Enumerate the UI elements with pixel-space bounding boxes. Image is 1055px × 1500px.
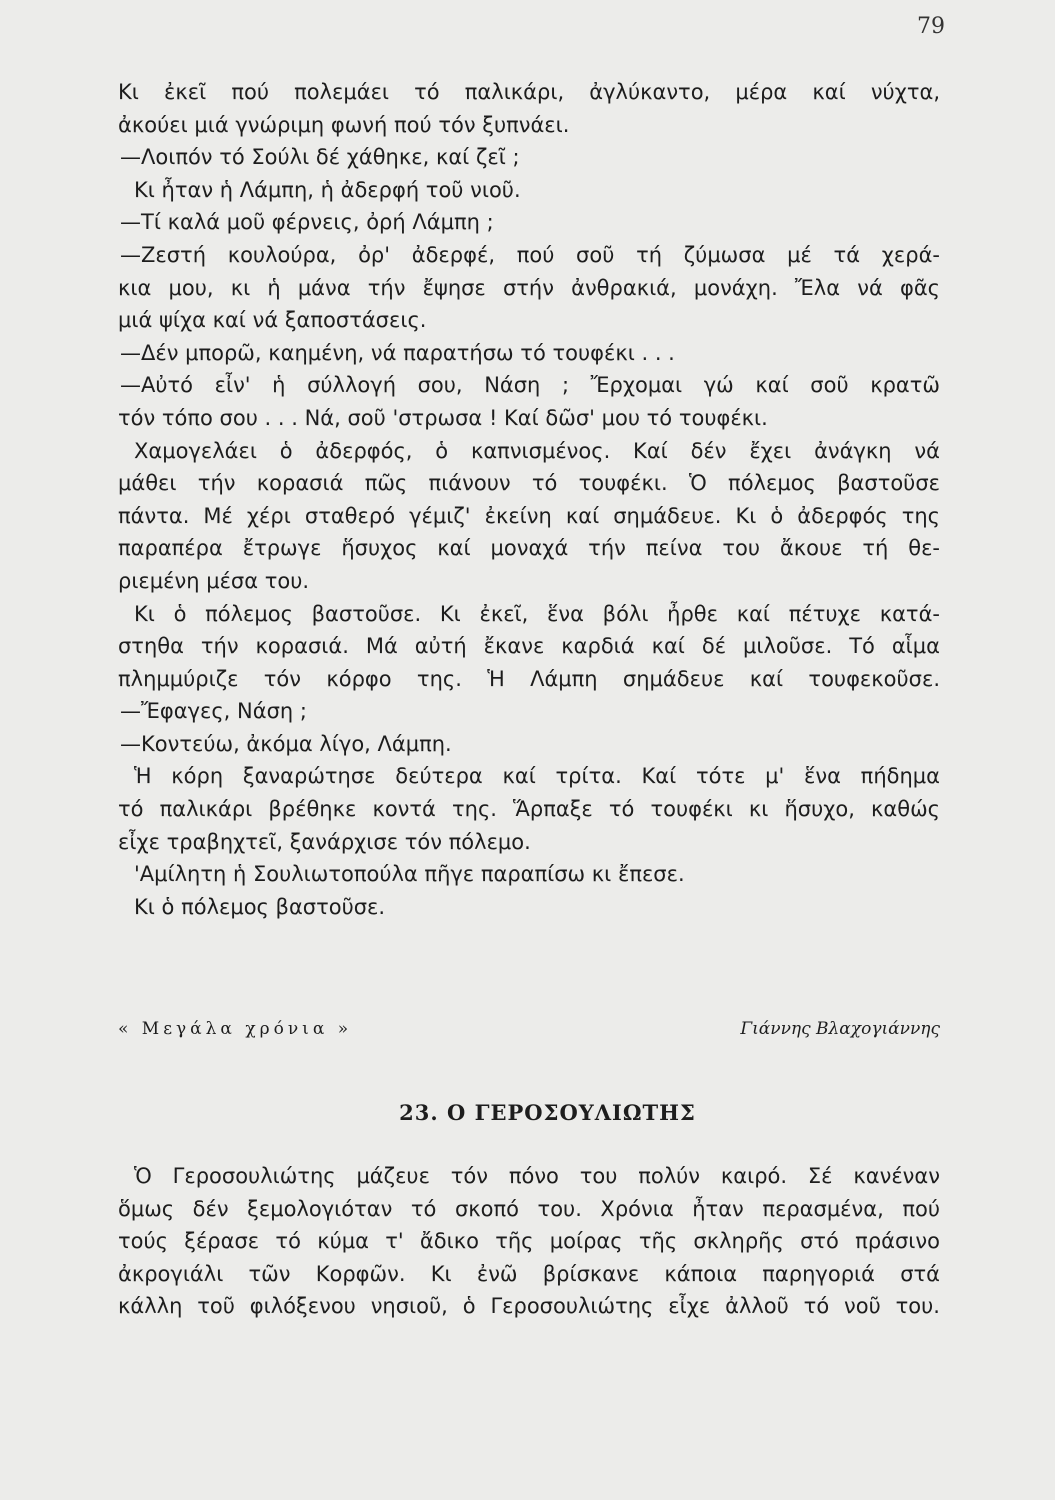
text-line: ριεμένη μέσα του. xyxy=(118,568,310,593)
text-line: ἀκρογιάλι τῶν Κορφῶν. Κι ἐνῶ βρίσκανε κάποια παρηγοριά στά xyxy=(118,1261,940,1286)
dialogue-line: —Τί καλά μοῦ φέρνεις, ὀρή Λάμπη ; xyxy=(120,210,494,235)
text-line: ἀκούει μιά γνώριμη φωνή πού τόν ξυπνάει. xyxy=(118,112,570,137)
dialogue-line: —Ζεστή κουλούρα, ὀρ' ἀδερφέ, πού σοῦ τή ζύμωσα μέ τά χερά- xyxy=(120,242,940,267)
dialogue-line: —Λοιπόν τό Σούλι δέ χάθηκε, καί ζεῖ ; xyxy=(120,145,520,170)
text-line: Χαμογελάει ὁ ἀδερφός, ὁ καπνισμένος. Καί δέν ἔχει ἀνάγκη νά xyxy=(134,438,940,463)
text-line: μιά ψίχα καί νά ξαποστάσεις. xyxy=(118,308,427,333)
story-text-part-1 xyxy=(118,76,940,923)
text-line: πλημμύριζε τόν κόρφο της. Ἡ Λάμπη σημάδευε καί τουφεκοῦσε. xyxy=(118,666,940,691)
text-line: τόν τόπο σου . . . Νά, σοῦ 'στρωσα ! Καί δῶσ' μου τό τουφέκι. xyxy=(118,405,768,430)
story-text-part-2 xyxy=(118,1160,940,1323)
section-heading: 23. Ο ΓΕΡΟΣΟΥΛΙΩΤΗΣ xyxy=(399,1100,696,1125)
text-line: εἶχε τραβηχτεῖ, ξανάρχισε τόν πόλεμο. xyxy=(118,829,531,854)
text-line: στηθα τήν κορασιά. Μά αὐτή ἔκανε καρδιά καί δέ μιλοῦσε. Τό αἷμα xyxy=(118,634,940,659)
text-line: Κι ὁ πόλεμος βαστοῦσε. Κι ἐκεῖ, ἕνα βόλι ἦρθε καί πέτυχε κατά- xyxy=(134,601,940,626)
dialogue-line: —Αὐτό εἶν' ἡ σύλλογή σου, Νάση ; Ἔρχομαι γώ καί σοῦ κρατῶ xyxy=(120,373,940,398)
text-line: κια μου, κι ἡ μάνα τήν ἔψησε στήν ἀνθρακιά, μονάχη. Ἔλα νά φᾶς xyxy=(118,275,940,300)
text-line: τό παλικάρι βρέθηκε κοντά της. Ἅρπαξε τό τουφέκι κι ἥσυχο, καθώς xyxy=(118,797,940,822)
source-author: Γιάννης Βλαχογιάννης xyxy=(740,1019,940,1039)
dialogue-line: —Ἔφαγες, Νάση ; xyxy=(120,699,307,724)
text-line: τούς ξέρασε τό κύμα τ' ἄδικο τῆς μοίρας τῆς σκληρῆς στό πράσινο xyxy=(118,1229,940,1254)
text-line: Ἡ κόρη ξαναρώτησε δεύτερα καί τρίτα. Καί τότε μ' ἕνα πήδημα xyxy=(134,764,940,789)
text-line: Κι ἐκεῖ πού πολεμάει τό παλικάρι, ἀγλύκαντο, μέρα καί νύχτα, xyxy=(118,80,940,104)
page-number: 79 xyxy=(917,14,945,39)
source-title: « Μεγάλα χρόνια » xyxy=(118,1019,353,1039)
source-attribution xyxy=(118,1012,940,1046)
text-line: Ὁ Γεροσουλιώτης μάζευε τόν πόνο του πολύν καιρό. Σέ κανέναν xyxy=(134,1164,940,1188)
text-line: κάλλη τοῦ φιλόξενου νησιοῦ, ὁ Γεροσουλιώτης εἶχε ἀλλοῦ τό νοῦ του. xyxy=(118,1294,940,1319)
text-line: πάντα. Μέ χέρι σταθερό γέμιζ' ἐκείνη καί σημάδευε. Κι ὁ ἀδερφός της xyxy=(118,503,940,528)
dialogue-line: —Δέν μπορῶ, καημένη, νά παρατήσω τό τουφέκι . . . xyxy=(120,340,675,365)
text-line: Κι ὁ πόλεμος βαστοῦσε. xyxy=(134,894,386,919)
text-line: Κι ἦταν ἡ Λάμπη, ἡ ἀδερφή τοῦ νιοῦ. xyxy=(134,177,521,202)
text-line: ὅμως δέν ξεμολογιόταν τό σκοπό του. Χρόνια ἦταν περασμένα, πού xyxy=(118,1196,940,1221)
text-line: 'Αμίλητη ἡ Σουλιωτοπούλα πῆγε παραπίσω κι ἔπεσε. xyxy=(134,862,685,887)
dialogue-line: —Κοντεύω, ἀκόμα λίγο, Λάμπη. xyxy=(120,731,452,756)
text-line: μάθει τήν κορασιά πῶς πιάνουν τό τουφέκι. Ὁ πόλεμος βαστοῦσε xyxy=(118,471,940,496)
text-line: παραπέρα ἔτρωγε ἥσυχος καί μοναχά τήν πείνα του ἄκουε τή θε- xyxy=(118,536,940,561)
